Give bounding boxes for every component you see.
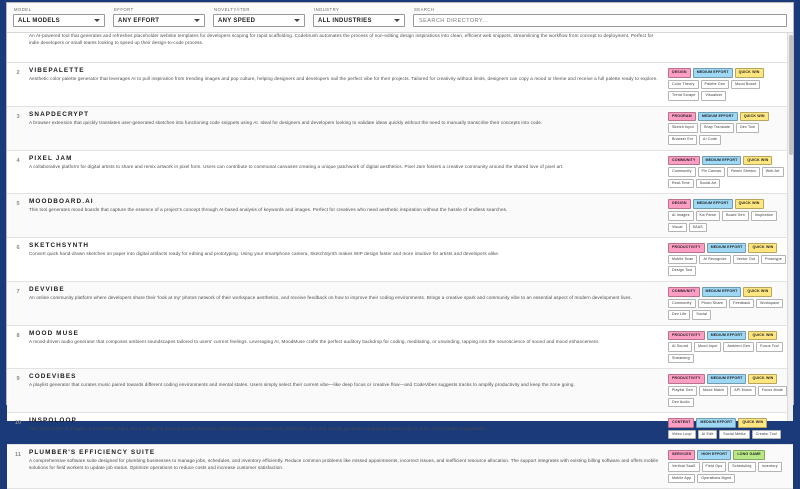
list-item-rank: 3: [16, 113, 20, 120]
list-item-body: [29, 242, 668, 276]
tag-badge[interactable]: Real-Time: [668, 179, 694, 189]
list-item-tags: [668, 111, 788, 145]
tag-badge[interactable]: CONTENT: [668, 418, 694, 428]
list-item-description: A mood-driven audio generator that composes ambient soundscapes tailored to users' current feelings. Leveraging AI, MoodMuse crafts the perfect auditory backdrop for coding, meditating, or unwinding, tapping into the neuroscience of sound and mood enhancement.: [29, 338, 600, 344]
list-item-body: [29, 286, 668, 320]
list-item[interactable]: [7, 151, 793, 195]
tag-badge[interactable]: API Music: [730, 386, 756, 396]
tag-badge[interactable]: QUICK WIN: [740, 112, 769, 122]
filter-label-novelty: NOVELTY/ITER: [214, 7, 250, 12]
list-item[interactable]: [7, 369, 793, 413]
directory-list[interactable]: [7, 33, 793, 480]
tag-badge[interactable]: Focus Tool: [756, 342, 783, 352]
tag-badge[interactable]: HIGH EFFORT: [697, 450, 731, 460]
tag-badge[interactable]: Dev Life: [668, 310, 690, 320]
tag-badge[interactable]: Palette Gen: [701, 80, 730, 90]
list-item-rank: 2: [16, 70, 20, 76]
industry-select-value: ALL INDUSTRIES: [318, 17, 372, 24]
filter-group-model: [13, 7, 105, 27]
tag-badge[interactable]: Field Ops: [702, 462, 727, 472]
tag-badge[interactable]: Vertical SaaS: [668, 462, 700, 472]
tag-badge[interactable]: Visualizer: [701, 91, 726, 101]
tag-badge[interactable]: Video Loop: [668, 430, 696, 440]
tag-badge[interactable]: Workspace: [756, 299, 783, 309]
list-item-rank: 6: [16, 245, 20, 252]
list-item-description: Turn long series of images or a YouTube video into an inspiring looping visual showcase. Ideal for content creators and influencers, this tool quickly generates engaging visual loops to drive social media engagement.: [29, 426, 488, 432]
list-item-description: An AI-powered tool that generates and refreshes placeholder website templates for developers scoping for rapid scaffolding. Codebrush automates the process of non-editing design inspirations into clean, efficient web snippets, streamlining the workflow from concept to deployment. Perfect for indie developers or small teams looking to speed up their design-to-code process.: [29, 33, 654, 45]
list-item-title[interactable]: DEVVIBE: [29, 285, 65, 293]
tag-badge[interactable]: Social: [692, 310, 711, 320]
list-item-description: Convert quick hand-drawn sketches on paper into digital artifacts ready for editing and prototyping. Using your smartphone camera, SketchSynth makes WIP design faster and more intuitive for artists and developers alike.: [29, 251, 500, 257]
tag-badge[interactable]: Feedback: [729, 299, 754, 309]
tag-badge[interactable]: Photo Share: [698, 299, 728, 309]
list-item-body: [29, 111, 668, 145]
model-select-value: ALL MODELS: [18, 17, 60, 24]
chevron-down-icon: [294, 19, 300, 22]
list-item-body: [29, 449, 668, 483]
filter-group-novelty: [213, 7, 305, 27]
list-item-title[interactable]: MOOD MUSE: [29, 329, 80, 337]
list-item-title[interactable]: PLUMBER'S EFFICIENCY SUITE: [29, 449, 156, 457]
tag-badge[interactable]: Snap Translate: [700, 123, 734, 133]
model-select[interactable]: [13, 14, 105, 27]
list-item-tags: [668, 242, 788, 276]
tag-badge[interactable]: Inspiration: [751, 211, 777, 221]
filter-group-effort: [113, 7, 205, 27]
tag-badge[interactable]: AI Code: [699, 135, 721, 145]
filter-label-model: MODEL: [14, 7, 32, 12]
list-item-body: [29, 155, 668, 189]
list-item[interactable]: [7, 238, 793, 282]
novelty-select[interactable]: [213, 14, 305, 27]
tag-badge[interactable]: Focus Mode: [758, 386, 787, 396]
tag-badge[interactable]: Color Theory: [668, 80, 699, 90]
novelty-select-value: ANY SPEED: [218, 17, 256, 24]
list-item-tags: [668, 286, 788, 320]
tag-badge[interactable]: COMMUNITY: [668, 287, 700, 297]
tag-badge[interactable]: Sketch Input: [668, 123, 698, 133]
list-item-tags: [668, 198, 788, 232]
tag-badge[interactable]: Pix Canvas: [698, 167, 726, 177]
tag-badge[interactable]: MEDIUM EFFORT: [702, 287, 742, 297]
tag-badge[interactable]: MEDIUM EFFORT: [707, 243, 747, 253]
list-item-title[interactable]: INSPOLOOP: [29, 417, 77, 425]
list-rows: [7, 63, 793, 489]
list-item-title[interactable]: PIXEL JAM: [29, 154, 73, 162]
tag-badge[interactable]: Streaming: [668, 354, 694, 364]
list-item-title[interactable]: CODEVIBES: [29, 373, 77, 381]
tag-badge[interactable]: Community: [668, 167, 696, 177]
tag-badge[interactable]: QUICK WIN: [738, 418, 767, 428]
list-item-title[interactable]: SNAPDECRYPT: [29, 110, 90, 118]
list-item-title[interactable]: SKETCHSYNTH: [29, 242, 90, 250]
tag-badge[interactable]: COMMUNITY: [668, 156, 700, 166]
list-item-body: [29, 373, 668, 407]
tag-badge[interactable]: Trend Scrape: [668, 91, 699, 101]
tag-badge[interactable]: Mood Match: [699, 386, 728, 396]
list-item-body: [29, 417, 668, 439]
list-item-body: [29, 198, 668, 232]
tag-badge[interactable]: MEDIUM EFFORT: [707, 331, 747, 341]
list-item-rank: 10: [14, 420, 22, 427]
list-item-description: A comprehensive software suite designed for plumbing businesses to manage jobs, schedules, and inventory efficiently. Reduce common problems like missed appointments, incorrect issues, and inefficient resource allocation. The support integrates with existing billing software and offers mobile solutions for field workers to update job status. Optimize operations to reduce costs and increase customer satisfaction.: [29, 458, 659, 471]
list-item-tags: [668, 417, 788, 439]
tag-badge[interactable]: Scheduling: [728, 462, 755, 472]
list-item-tags: [668, 155, 788, 189]
chevron-down-icon: [194, 19, 200, 22]
list-item-rank: 7: [16, 288, 20, 295]
list-item-tags: [668, 373, 788, 407]
tag-badge[interactable]: Kw Parse: [696, 211, 721, 221]
list-item-description: This tool generates mood boards that capture the essence of a project's concept through AI-based analysis of keywords and images. Perfect for creatives who need aesthetic inspiration without the hassle of endless searches.: [29, 207, 508, 213]
tag-badge[interactable]: AI Images: [668, 211, 694, 221]
tag-badge[interactable]: AI Recognize: [699, 255, 730, 265]
filter-label-effort: EFFORT: [114, 7, 134, 12]
list-item-body: [29, 67, 668, 101]
list-item[interactable]: [7, 194, 793, 238]
list-item-tags: [668, 330, 788, 364]
tag-badge[interactable]: QUICK WIN: [748, 243, 777, 253]
tag-badge[interactable]: Inventory: [758, 462, 782, 472]
list-item-tags: [668, 33, 788, 58]
list-item-title[interactable]: MOODBOARD.AI: [29, 198, 94, 206]
list-item-description: A collaborative platform for digital artists to share and remix artwork in pixel form. Users can contribute to communal canvases creating a unique patchwork of digital aesthetics. Pixel Jam fosters a creative community around the shared love of pixel art.: [29, 163, 564, 169]
list-item-body: [7, 33, 668, 58]
list-item[interactable]: [7, 413, 793, 445]
list-item[interactable]: [7, 63, 793, 107]
tag-badge[interactable]: LONG GAME: [733, 450, 765, 460]
list-item[interactable]: [7, 326, 793, 370]
tag-badge[interactable]: Remix Stream: [727, 167, 760, 177]
search-label: SEARCH: [414, 7, 435, 12]
tag-badge[interactable]: DESIGN: [668, 68, 691, 78]
filter-label-industry: INDUSTRY: [314, 7, 340, 12]
tag-badge[interactable]: Social Media: [719, 430, 749, 440]
tag-badge[interactable]: QUICK WIN: [743, 287, 772, 297]
chevron-down-icon: [94, 19, 100, 22]
search-input[interactable]: [413, 14, 787, 27]
tag-badge[interactable]: Design Tool: [668, 266, 696, 276]
tag-badge[interactable]: Playlist Gen: [668, 386, 697, 396]
tag-badge[interactable]: MEDIUM EFFORT: [696, 418, 736, 428]
tag-badge[interactable]: Prototype: [761, 255, 786, 265]
list-item-description: Aesthetic color palette generator that leverages AI to pull inspiration from trending images and pop culture, helping designers and developers nail the perfect vibe for their projects. Tailored for creativity without limits, designers can copy a mood or theme and receive a full palette ready to explore.: [29, 76, 658, 81]
effort-select[interactable]: [113, 14, 205, 27]
tag-badge[interactable]: Mood Input: [694, 342, 721, 352]
tag-badge[interactable]: MEDIUM EFFORT: [702, 156, 742, 166]
industry-select[interactable]: [313, 14, 405, 27]
list-item[interactable]: [7, 282, 793, 326]
tag-badge[interactable]: QUICK WIN: [735, 68, 764, 78]
list-item-tags: [668, 449, 788, 483]
tag-badge[interactable]: SAAS: [689, 223, 707, 233]
tag-badge[interactable]: QUICK WIN: [743, 156, 772, 166]
tag-badge[interactable]: Creator Tool: [752, 430, 781, 440]
list-item-description: A browser extension that quickly translates user-generated sketches into functioning code snippets using AI. Ideal for designers and developers looking to validate ideas quickly without the need to manually transcribe their concepts into code.: [29, 119, 543, 125]
tag-badge[interactable]: QUICK WIN: [748, 331, 777, 341]
tag-badge[interactable]: Browser Ext: [668, 135, 697, 145]
list-item-rank: 9: [16, 376, 20, 383]
tag-badge[interactable]: QUICK WIN: [748, 374, 777, 384]
tag-badge[interactable]: Operations Mgmt: [697, 474, 735, 484]
scrollbar-thumb[interactable]: [789, 35, 793, 155]
list-item-rank: 4: [16, 157, 20, 164]
tag-badge[interactable]: SERVICES: [668, 450, 695, 460]
tag-badge[interactable]: Social Art: [696, 179, 721, 189]
tag-badge[interactable]: Board Gen: [722, 211, 749, 221]
scrollbar[interactable]: [787, 33, 793, 421]
tag-badge[interactable]: Mobile Scan: [668, 255, 697, 265]
search-group: [413, 7, 787, 27]
tag-badge[interactable]: QUICK WIN: [735, 199, 764, 209]
tag-badge[interactable]: PRODUCTIVITY: [668, 374, 705, 384]
search-input-placeholder: SEARCH DIRECTORY...: [419, 17, 489, 24]
list-item[interactable]: [7, 445, 793, 489]
effort-select-value: ANY EFFORT: [118, 17, 160, 24]
list-item-rank: 5: [16, 201, 20, 208]
list-item-description: A playlist generator that curates music paired towards different coding environments and mental states. Users simply select their current vibe—like deep focus or creative flow—and CodeVibes suggests tracks to amplify productivity and keep the zone going.: [29, 382, 575, 388]
tag-badge[interactable]: Community: [668, 299, 696, 309]
tag-badge[interactable]: PROGRAM: [668, 112, 696, 122]
tag-badge[interactable]: MEDIUM EFFORT: [693, 199, 733, 209]
chevron-down-icon: [394, 19, 400, 22]
list-item-description: An online community platform where developers share their 'look at my' photos network of their workspace aesthetics, and receive feedback on how to improve their coding environments. Brings a creative spark and community vibe to an essential aspect of modern development lives.: [29, 294, 632, 300]
tag-badge[interactable]: Mood Board: [731, 80, 760, 90]
tag-badge[interactable]: Vector Out: [733, 255, 759, 265]
tag-badge[interactable]: Visual: [668, 223, 687, 233]
app-window: [6, 2, 794, 480]
tag-badge[interactable]: Dev Audio: [668, 398, 694, 408]
tag-badge[interactable]: PRODUCTIVITY: [668, 243, 705, 253]
tag-badge[interactable]: DESIGN: [668, 199, 691, 209]
tag-badge[interactable]: Ambient Gen: [723, 342, 754, 352]
list-item-title[interactable]: VIBEPALETTE: [29, 67, 85, 74]
list-item-partial[interactable]: [7, 33, 793, 63]
list-item[interactable]: [7, 107, 793, 151]
tag-badge[interactable]: Dev Tool: [736, 123, 759, 133]
list-item-rank: 8: [16, 332, 20, 339]
list-item-rank: 11: [15, 452, 21, 459]
list-item-body: [29, 330, 668, 364]
filter-bar: [7, 3, 793, 33]
tag-badge[interactable]: PRODUCTIVITY: [668, 331, 705, 341]
tag-badge[interactable]: Web Art: [762, 167, 784, 177]
tag-badge[interactable]: MEDIUM EFFORT: [707, 374, 747, 384]
tag-badge[interactable]: Mobile App: [668, 474, 695, 484]
tag-badge[interactable]: MEDIUM EFFORT: [698, 112, 738, 122]
tag-badge[interactable]: AI Sound: [668, 342, 692, 352]
tag-badge[interactable]: MEDIUM EFFORT: [693, 68, 733, 78]
filter-group-industry: [313, 7, 405, 27]
tag-badge[interactable]: AI Edit: [698, 430, 718, 440]
list-item-tags: [668, 67, 788, 101]
